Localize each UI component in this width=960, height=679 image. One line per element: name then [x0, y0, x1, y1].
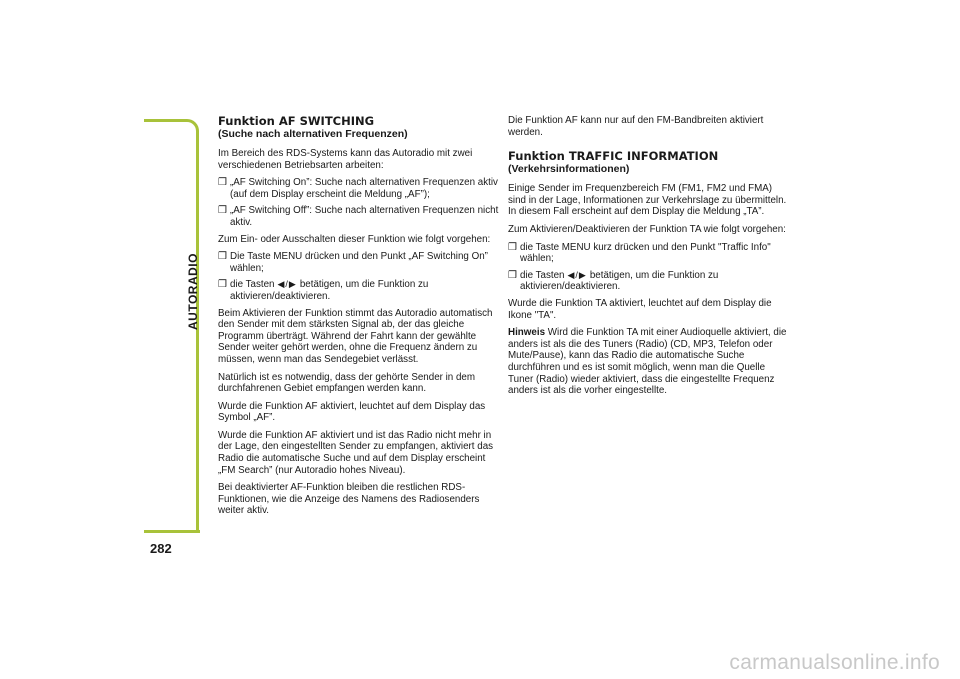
list-item-text: Die Taste MENU drücken und den Punkt „AF Switching On” wählen;	[230, 251, 488, 274]
heading-traffic-information: Funktion TRAFFIC INFORMATION	[508, 149, 719, 164]
list-item-text-pre: die Tasten	[520, 269, 565, 281]
checkbox-bullet-icon: ❒	[218, 205, 227, 217]
subheading-af: (Suche nach alternativen Frequenzen)	[218, 128, 408, 140]
paragraph: Wurde die Funktion AF aktiviert, leuchtet auf dem Display das Symbol „AF”.	[218, 400, 486, 424]
heading-af-switching: Funktion AF SWITCHING	[218, 114, 375, 128]
list-item-text: „AF Switching On”: Suche nach alternativen Frequenzen aktiv (auf dem Display erscheint die Meldung „AF”);	[230, 177, 498, 200]
list-item-text-post: betätigen, um die Funktion zu aktivieren/deaktivieren.	[520, 269, 719, 293]
list-item	[508, 242, 790, 265]
left-right-arrow-icon: ◀/▶	[277, 279, 297, 290]
paragraph: Einige Sender im Frequenzbereich FM (FM1, FM2 und FMA) sind in der Lage, Informationen zur Verkehrslage zu übermitteln. In diesem Fall erscheint auf dem Display die Meldung „TA”.	[508, 183, 787, 218]
checkbox-bullet-icon: ❒	[218, 251, 227, 263]
page-number: 282	[150, 541, 172, 556]
list-item-text-post: betätigen, um die Funktion zu aktivieren/deaktivieren.	[230, 279, 429, 302]
page-number-rule	[144, 530, 200, 533]
section-title-vertical: AUTORADIO	[186, 253, 200, 330]
note-paragraph	[508, 327, 790, 397]
paragraph: Im Bereich des RDS-Systems kann das Autoradio mit zwei verschiedenen Betriebsarten arbeiten:	[218, 148, 473, 171]
list-item-text: die Taste MENU kurz drücken und den Punkt "Traffic Info" wählen;	[520, 241, 771, 265]
list-item	[218, 279, 500, 302]
paragraph: Beim Aktivieren der Funktion stimmt das Autoradio automatisch den Sender mit dem stärksten Signal ab, der das gleiche Programm überträgt. Während der Fahrt kann der gewählte Sender weiter gehört werden, ohne die Frequenz ändern zu müssen, wenn man das Sendegebiet verlässt.	[218, 307, 493, 365]
paragraph: Zum Aktivieren/Deaktivieren der Funktion TA wie folgt vorgehen:	[508, 223, 786, 235]
paragraph: Zum Ein- oder Ausschalten dieser Funktion wie folgt vorgehen:	[218, 233, 491, 245]
checkbox-bullet-icon: ❒	[508, 269, 517, 281]
paragraph: Wurde die Funktion TA aktiviert, leuchtet auf dem Display die Ikone "TA".	[508, 297, 772, 321]
checkbox-bullet-icon: ❒	[218, 177, 227, 189]
list-item	[218, 177, 500, 200]
paragraph: Natürlich ist es notwendig, dass der gehörte Sender in dem durchfahrenen Gebiet empfangen werden kann.	[218, 371, 476, 395]
left-right-arrow-icon: ◀/▶	[567, 269, 587, 280]
watermark: carmanualsonline.info	[729, 651, 940, 674]
right-column	[508, 115, 790, 403]
list-item	[218, 205, 500, 228]
subheading-traffic: (Verkehrsinformationen)	[508, 163, 630, 176]
note-text: Wird die Funktion TA mit einer Audioquelle aktiviert, die anders ist als die des Tuners (Radio) (CD, MP3, Telefon oder Mute/Pause), kann das Radio die automatische Suche durchführen und es ist somit möglich, wenn man die Quelle Tuner (Radio) wieder aktiviert, dass die eingestellte Frequenz anders ist als die vorher eingestellte.	[508, 327, 787, 397]
paragraph: Die Funktion AF kann nur auf den FM-Bandbreiten aktiviert werden.	[508, 115, 764, 138]
paragraph: Bei deaktivierter AF-Funktion bleiben die restlichen RDS-Funktionen, wie die Anzeige des Namens des Radiosenders weiter aktiv.	[218, 482, 480, 517]
list-item-text-pre: die Tasten	[230, 279, 275, 291]
paragraph: Wurde die Funktion AF aktiviert und ist das Radio nicht mehr in der Lage, den eingestellten Sender zu empfangen, aktiviert das Radio die automatische Suche und auf dem Display erscheint „FM Search” (nur Autoradio hohes Niveau).	[218, 429, 494, 476]
list-item	[508, 270, 790, 293]
checkbox-bullet-icon: ❒	[508, 241, 517, 253]
list-item	[218, 251, 500, 274]
list-item-text: „AF Switching Off”: Suche nach alternativen Frequenzen nicht aktiv.	[230, 205, 499, 228]
checkbox-bullet-icon: ❒	[218, 279, 227, 291]
left-column	[218, 115, 500, 523]
note-label: Hinweis	[508, 327, 546, 339]
